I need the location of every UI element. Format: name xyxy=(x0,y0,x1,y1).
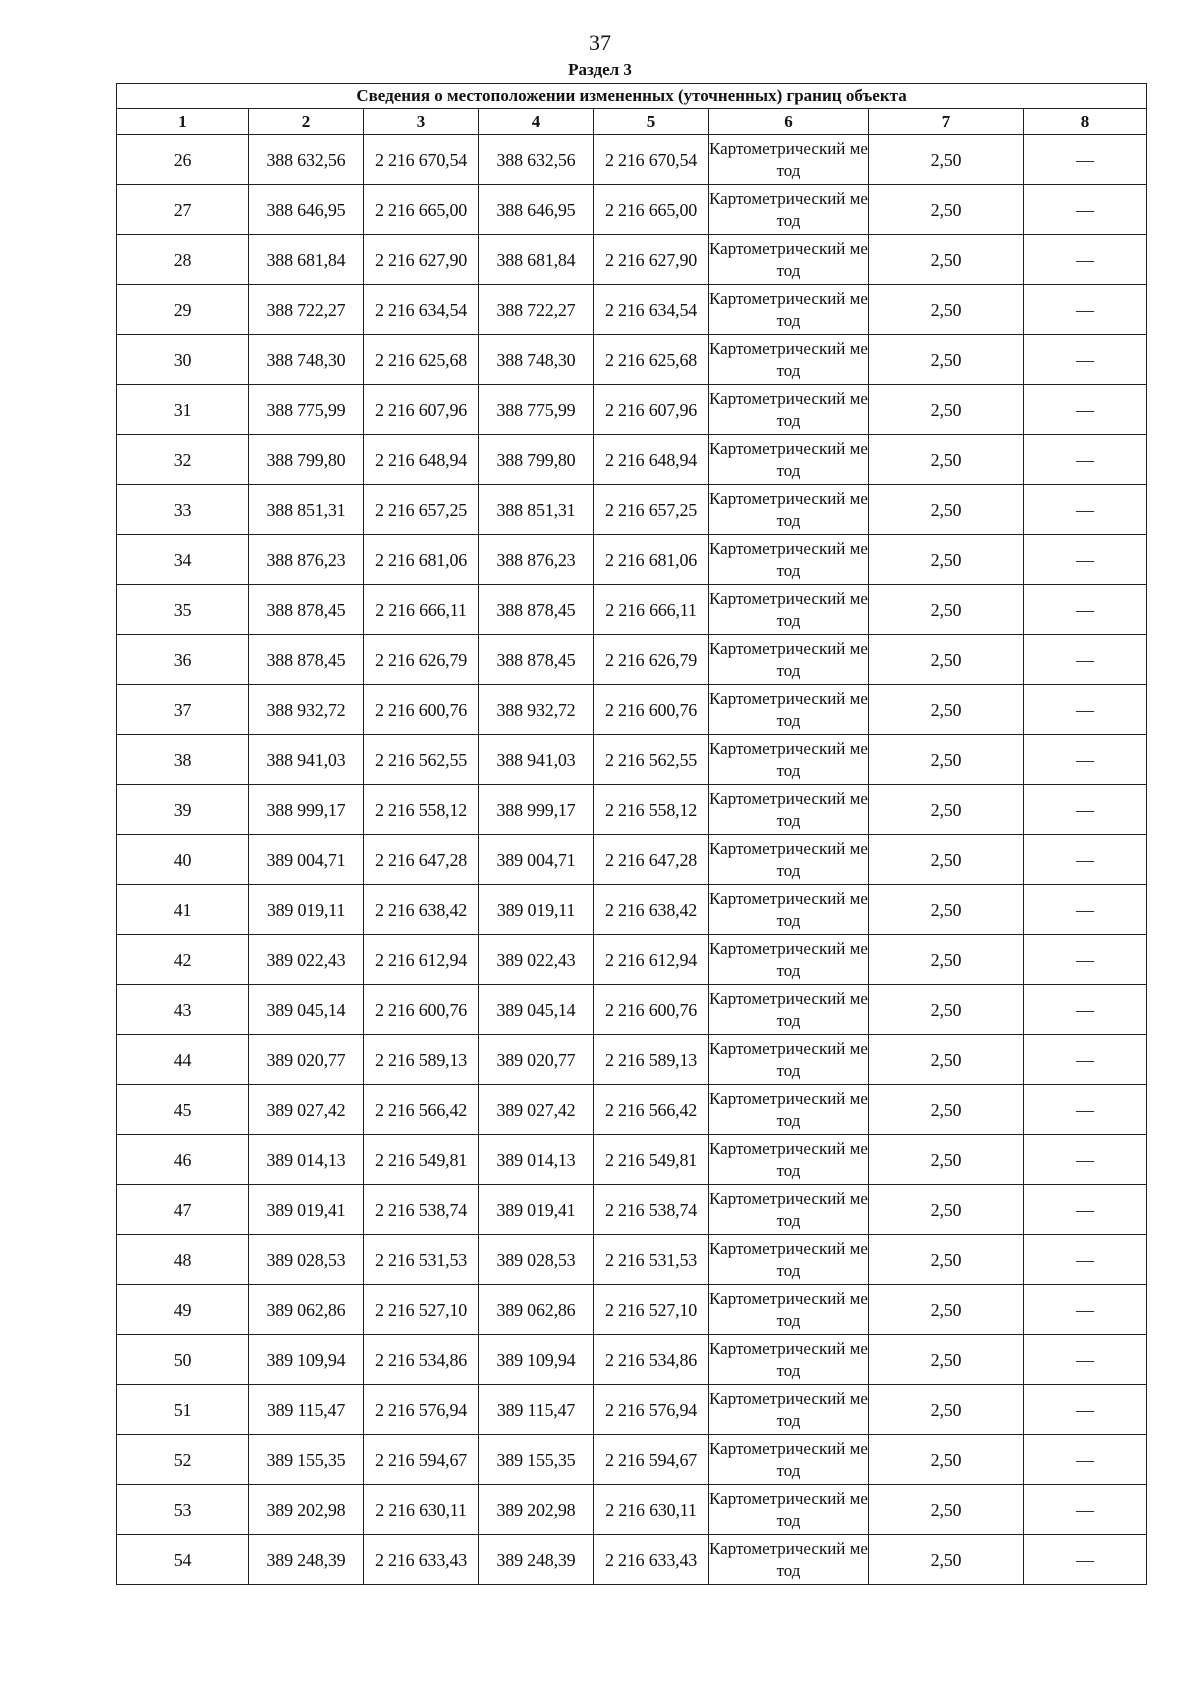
y-old-cell: 2 216 576,94 xyxy=(364,1385,479,1435)
x-new-cell: 388 999,17 xyxy=(479,785,594,835)
y-new-cell: 2 216 576,94 xyxy=(594,1385,709,1435)
y-new-cell: 2 216 625,68 xyxy=(594,335,709,385)
table-row xyxy=(117,985,1147,1035)
point-number-cell: 43 xyxy=(117,985,249,1035)
x-new-cell: 388 799,80 xyxy=(479,435,594,485)
table-body xyxy=(117,135,1147,1585)
x-old-cell: 388 748,30 xyxy=(249,335,364,385)
table-row xyxy=(117,1035,1147,1085)
y-old-cell: 2 216 633,43 xyxy=(364,1535,479,1585)
y-new-cell: 2 216 538,74 xyxy=(594,1185,709,1235)
x-new-cell: 389 022,43 xyxy=(479,935,594,985)
accuracy-cell: 2,50 xyxy=(869,785,1024,835)
y-new-cell: 2 216 527,10 xyxy=(594,1285,709,1335)
method-cell: Картометрический метод xyxy=(709,285,869,335)
x-new-cell: 389 027,42 xyxy=(479,1085,594,1135)
method-cell: Картометрический метод xyxy=(709,1235,869,1285)
column-header: 8 xyxy=(1024,109,1147,135)
column-header: 7 xyxy=(869,109,1024,135)
point-number-cell: 53 xyxy=(117,1485,249,1535)
y-old-cell: 2 216 549,81 xyxy=(364,1135,479,1185)
y-new-cell: 2 216 594,67 xyxy=(594,1435,709,1485)
y-old-cell: 2 216 638,42 xyxy=(364,885,479,935)
method-cell: Картометрический метод xyxy=(709,1185,869,1235)
y-new-cell: 2 216 558,12 xyxy=(594,785,709,835)
point-number-cell: 46 xyxy=(117,1135,249,1185)
x-new-cell: 388 775,99 xyxy=(479,385,594,435)
accuracy-cell: 2,50 xyxy=(869,635,1024,685)
table-row xyxy=(117,1535,1147,1585)
boundary-coordinates-table xyxy=(116,83,1147,1585)
x-old-cell: 389 020,77 xyxy=(249,1035,364,1085)
table-row xyxy=(117,1185,1147,1235)
description-cell: — xyxy=(1024,435,1147,485)
accuracy-cell: 2,50 xyxy=(869,1135,1024,1185)
method-cell: Картометрический метод xyxy=(709,1085,869,1135)
description-cell: — xyxy=(1024,985,1147,1035)
x-new-cell: 388 681,84 xyxy=(479,235,594,285)
point-number-cell: 31 xyxy=(117,385,249,435)
description-cell: — xyxy=(1024,1235,1147,1285)
method-cell: Картометрический метод xyxy=(709,535,869,585)
point-number-cell: 33 xyxy=(117,485,249,535)
x-new-cell: 389 028,53 xyxy=(479,1235,594,1285)
accuracy-cell: 2,50 xyxy=(869,485,1024,535)
x-new-cell: 388 878,45 xyxy=(479,585,594,635)
description-cell: — xyxy=(1024,1135,1147,1185)
table-row xyxy=(117,1435,1147,1485)
x-new-cell: 389 020,77 xyxy=(479,1035,594,1085)
accuracy-cell: 2,50 xyxy=(869,435,1024,485)
y-new-cell: 2 216 589,13 xyxy=(594,1035,709,1085)
description-cell: — xyxy=(1024,885,1147,935)
description-cell: — xyxy=(1024,1185,1147,1235)
description-cell: — xyxy=(1024,735,1147,785)
method-cell: Картометрический метод xyxy=(709,685,869,735)
y-old-cell: 2 216 634,54 xyxy=(364,285,479,335)
method-cell: Картометрический метод xyxy=(709,935,869,985)
method-cell: Картометрический метод xyxy=(709,1035,869,1085)
y-new-cell: 2 216 612,94 xyxy=(594,935,709,985)
x-old-cell: 388 876,23 xyxy=(249,535,364,585)
y-old-cell: 2 216 630,11 xyxy=(364,1485,479,1535)
description-cell: — xyxy=(1024,185,1147,235)
description-cell: — xyxy=(1024,1085,1147,1135)
point-number-cell: 29 xyxy=(117,285,249,335)
table-row xyxy=(117,785,1147,835)
accuracy-cell: 2,50 xyxy=(869,385,1024,435)
table-row xyxy=(117,1085,1147,1135)
column-header: 5 xyxy=(594,109,709,135)
x-old-cell: 389 019,11 xyxy=(249,885,364,935)
accuracy-cell: 2,50 xyxy=(869,335,1024,385)
accuracy-cell: 2,50 xyxy=(869,535,1024,585)
method-cell: Картометрический метод xyxy=(709,585,869,635)
y-old-cell: 2 216 527,10 xyxy=(364,1285,479,1335)
method-cell: Картометрический метод xyxy=(709,1135,869,1185)
description-cell: — xyxy=(1024,285,1147,335)
x-new-cell: 388 646,95 xyxy=(479,185,594,235)
point-number-cell: 52 xyxy=(117,1435,249,1485)
column-header: 2 xyxy=(249,109,364,135)
method-cell: Картометрический метод xyxy=(709,985,869,1035)
table-row xyxy=(117,1385,1147,1435)
y-new-cell: 2 216 633,43 xyxy=(594,1535,709,1585)
point-number-cell: 28 xyxy=(117,235,249,285)
x-new-cell: 388 932,72 xyxy=(479,685,594,735)
x-new-cell: 389 019,11 xyxy=(479,885,594,935)
table-row xyxy=(117,335,1147,385)
y-new-cell: 2 216 600,76 xyxy=(594,985,709,1035)
y-old-cell: 2 216 600,76 xyxy=(364,685,479,735)
y-old-cell: 2 216 666,11 xyxy=(364,585,479,635)
y-new-cell: 2 216 626,79 xyxy=(594,635,709,685)
description-cell: — xyxy=(1024,1435,1147,1485)
method-cell: Картометрический метод xyxy=(709,185,869,235)
x-new-cell: 388 748,30 xyxy=(479,335,594,385)
accuracy-cell: 2,50 xyxy=(869,1335,1024,1385)
method-cell: Картометрический метод xyxy=(709,1335,869,1385)
x-new-cell: 388 851,31 xyxy=(479,485,594,535)
table-row xyxy=(117,685,1147,735)
point-number-cell: 51 xyxy=(117,1385,249,1435)
description-cell: — xyxy=(1024,1035,1147,1085)
point-number-cell: 32 xyxy=(117,435,249,485)
table-row xyxy=(117,935,1147,985)
table-row xyxy=(117,585,1147,635)
table-row xyxy=(117,735,1147,785)
point-number-cell: 45 xyxy=(117,1085,249,1135)
y-old-cell: 2 216 607,96 xyxy=(364,385,479,435)
description-cell: — xyxy=(1024,235,1147,285)
y-old-cell: 2 216 531,53 xyxy=(364,1235,479,1285)
description-cell: — xyxy=(1024,1535,1147,1585)
y-new-cell: 2 216 531,53 xyxy=(594,1235,709,1285)
table-row xyxy=(117,185,1147,235)
x-new-cell: 389 115,47 xyxy=(479,1385,594,1435)
table-row xyxy=(117,835,1147,885)
x-new-cell: 388 876,23 xyxy=(479,535,594,585)
y-new-cell: 2 216 627,90 xyxy=(594,235,709,285)
y-new-cell: 2 216 634,54 xyxy=(594,285,709,335)
table-row xyxy=(117,1235,1147,1285)
y-old-cell: 2 216 558,12 xyxy=(364,785,479,835)
point-number-cell: 30 xyxy=(117,335,249,385)
x-new-cell: 389 004,71 xyxy=(479,835,594,885)
y-old-cell: 2 216 612,94 xyxy=(364,935,479,985)
y-old-cell: 2 216 625,68 xyxy=(364,335,479,385)
method-cell: Картометрический метод xyxy=(709,1485,869,1535)
column-header: 6 xyxy=(709,109,869,135)
y-new-cell: 2 216 549,81 xyxy=(594,1135,709,1185)
y-old-cell: 2 216 681,06 xyxy=(364,535,479,585)
table-row xyxy=(117,485,1147,535)
y-old-cell: 2 216 600,76 xyxy=(364,985,479,1035)
method-cell: Картометрический метод xyxy=(709,735,869,785)
x-new-cell: 388 632,56 xyxy=(479,135,594,185)
point-number-cell: 41 xyxy=(117,885,249,935)
x-old-cell: 389 028,53 xyxy=(249,1235,364,1285)
x-old-cell: 389 019,41 xyxy=(249,1185,364,1235)
accuracy-cell: 2,50 xyxy=(869,1485,1024,1535)
y-new-cell: 2 216 607,96 xyxy=(594,385,709,435)
y-old-cell: 2 216 627,90 xyxy=(364,235,479,285)
y-old-cell: 2 216 647,28 xyxy=(364,835,479,885)
x-old-cell: 388 775,99 xyxy=(249,385,364,435)
y-old-cell: 2 216 657,25 xyxy=(364,485,479,535)
description-cell: — xyxy=(1024,1285,1147,1335)
accuracy-cell: 2,50 xyxy=(869,885,1024,935)
y-old-cell: 2 216 670,54 xyxy=(364,135,479,185)
method-cell: Картометрический метод xyxy=(709,235,869,285)
x-old-cell: 388 878,45 xyxy=(249,585,364,635)
x-new-cell: 388 941,03 xyxy=(479,735,594,785)
accuracy-cell: 2,50 xyxy=(869,585,1024,635)
method-cell: Картометрический метод xyxy=(709,385,869,435)
table-row xyxy=(117,535,1147,585)
y-old-cell: 2 216 589,13 xyxy=(364,1035,479,1085)
accuracy-cell: 2,50 xyxy=(869,685,1024,735)
x-old-cell: 388 646,95 xyxy=(249,185,364,235)
method-cell: Картометрический метод xyxy=(709,635,869,685)
table-caption: Сведения о местоположении измененных (уточненных) границ объекта xyxy=(117,84,1147,109)
description-cell: — xyxy=(1024,685,1147,735)
x-old-cell: 388 632,56 xyxy=(249,135,364,185)
table-caption-row xyxy=(117,84,1147,109)
y-new-cell: 2 216 657,25 xyxy=(594,485,709,535)
point-number-cell: 35 xyxy=(117,585,249,635)
column-header: 4 xyxy=(479,109,594,135)
method-cell: Картометрический метод xyxy=(709,1535,869,1585)
y-new-cell: 2 216 638,42 xyxy=(594,885,709,935)
table-row xyxy=(117,135,1147,185)
description-cell: — xyxy=(1024,1385,1147,1435)
description-cell: — xyxy=(1024,835,1147,885)
accuracy-cell: 2,50 xyxy=(869,1435,1024,1485)
x-old-cell: 388 851,31 xyxy=(249,485,364,535)
description-cell: — xyxy=(1024,585,1147,635)
x-old-cell: 388 878,45 xyxy=(249,635,364,685)
x-old-cell: 388 932,72 xyxy=(249,685,364,735)
method-cell: Картометрический метод xyxy=(709,835,869,885)
y-new-cell: 2 216 600,76 xyxy=(594,685,709,735)
accuracy-cell: 2,50 xyxy=(869,1085,1024,1135)
x-old-cell: 389 109,94 xyxy=(249,1335,364,1385)
y-old-cell: 2 216 562,55 xyxy=(364,735,479,785)
description-cell: — xyxy=(1024,1485,1147,1535)
point-number-cell: 27 xyxy=(117,185,249,235)
point-number-cell: 49 xyxy=(117,1285,249,1335)
accuracy-cell: 2,50 xyxy=(869,1185,1024,1235)
table-row xyxy=(117,885,1147,935)
x-old-cell: 389 062,86 xyxy=(249,1285,364,1335)
description-cell: — xyxy=(1024,485,1147,535)
page-number: 37 xyxy=(589,30,611,55)
method-cell: Картометрический метод xyxy=(709,1385,869,1435)
x-new-cell: 389 202,98 xyxy=(479,1485,594,1535)
x-old-cell: 389 202,98 xyxy=(249,1485,364,1535)
x-new-cell: 389 062,86 xyxy=(479,1285,594,1335)
method-cell: Картометрический метод xyxy=(709,1285,869,1335)
method-cell: Картометрический метод xyxy=(709,335,869,385)
point-number-cell: 38 xyxy=(117,735,249,785)
method-cell: Картометрический метод xyxy=(709,485,869,535)
x-old-cell: 389 004,71 xyxy=(249,835,364,885)
x-new-cell: 389 155,35 xyxy=(479,1435,594,1485)
x-new-cell: 389 019,41 xyxy=(479,1185,594,1235)
point-number-cell: 34 xyxy=(117,535,249,585)
accuracy-cell: 2,50 xyxy=(869,1235,1024,1285)
x-old-cell: 389 155,35 xyxy=(249,1435,364,1485)
y-new-cell: 2 216 647,28 xyxy=(594,835,709,885)
column-header-row xyxy=(117,109,1147,135)
table-row xyxy=(117,1285,1147,1335)
y-new-cell: 2 216 630,11 xyxy=(594,1485,709,1535)
table-row xyxy=(117,1135,1147,1185)
y-old-cell: 2 216 534,86 xyxy=(364,1335,479,1385)
y-new-cell: 2 216 666,11 xyxy=(594,585,709,635)
point-number-cell: 48 xyxy=(117,1235,249,1285)
accuracy-cell: 2,50 xyxy=(869,1385,1024,1435)
x-old-cell: 389 115,47 xyxy=(249,1385,364,1435)
y-new-cell: 2 216 566,42 xyxy=(594,1085,709,1135)
point-number-cell: 37 xyxy=(117,685,249,735)
y-new-cell: 2 216 670,54 xyxy=(594,135,709,185)
accuracy-cell: 2,50 xyxy=(869,1035,1024,1085)
y-new-cell: 2 216 562,55 xyxy=(594,735,709,785)
table-row xyxy=(117,235,1147,285)
description-cell: — xyxy=(1024,385,1147,435)
accuracy-cell: 2,50 xyxy=(869,1535,1024,1585)
y-old-cell: 2 216 648,94 xyxy=(364,435,479,485)
description-cell: — xyxy=(1024,635,1147,685)
description-cell: — xyxy=(1024,135,1147,185)
y-old-cell: 2 216 665,00 xyxy=(364,185,479,235)
point-number-cell: 40 xyxy=(117,835,249,885)
section-title: Раздел 3 xyxy=(568,60,632,79)
y-new-cell: 2 216 681,06 xyxy=(594,535,709,585)
x-old-cell: 388 799,80 xyxy=(249,435,364,485)
x-new-cell: 388 722,27 xyxy=(479,285,594,335)
table-row xyxy=(117,385,1147,435)
point-number-cell: 36 xyxy=(117,635,249,685)
method-cell: Картометрический метод xyxy=(709,785,869,835)
x-new-cell: 388 878,45 xyxy=(479,635,594,685)
table-row xyxy=(117,1335,1147,1385)
accuracy-cell: 2,50 xyxy=(869,185,1024,235)
table-row xyxy=(117,1485,1147,1535)
table-row xyxy=(117,285,1147,335)
point-number-cell: 44 xyxy=(117,1035,249,1085)
point-number-cell: 54 xyxy=(117,1535,249,1585)
accuracy-cell: 2,50 xyxy=(869,135,1024,185)
point-number-cell: 42 xyxy=(117,935,249,985)
x-old-cell: 388 722,27 xyxy=(249,285,364,335)
point-number-cell: 39 xyxy=(117,785,249,835)
method-cell: Картометрический метод xyxy=(709,435,869,485)
x-old-cell: 389 045,14 xyxy=(249,985,364,1035)
y-old-cell: 2 216 538,74 xyxy=(364,1185,479,1235)
description-cell: — xyxy=(1024,535,1147,585)
accuracy-cell: 2,50 xyxy=(869,735,1024,785)
point-number-cell: 26 xyxy=(117,135,249,185)
accuracy-cell: 2,50 xyxy=(869,985,1024,1035)
accuracy-cell: 2,50 xyxy=(869,1285,1024,1335)
accuracy-cell: 2,50 xyxy=(869,935,1024,985)
y-old-cell: 2 216 594,67 xyxy=(364,1435,479,1485)
y-new-cell: 2 216 648,94 xyxy=(594,435,709,485)
x-new-cell: 389 045,14 xyxy=(479,985,594,1035)
description-cell: — xyxy=(1024,1335,1147,1385)
column-header: 1 xyxy=(117,109,249,135)
x-old-cell: 388 999,17 xyxy=(249,785,364,835)
method-cell: Картометрический метод xyxy=(709,135,869,185)
column-header: 3 xyxy=(364,109,479,135)
x-old-cell: 389 022,43 xyxy=(249,935,364,985)
x-old-cell: 388 941,03 xyxy=(249,735,364,785)
x-old-cell: 388 681,84 xyxy=(249,235,364,285)
table-row xyxy=(117,435,1147,485)
point-number-cell: 50 xyxy=(117,1335,249,1385)
y-old-cell: 2 216 566,42 xyxy=(364,1085,479,1135)
description-cell: — xyxy=(1024,785,1147,835)
point-number-cell: 47 xyxy=(117,1185,249,1235)
description-cell: — xyxy=(1024,335,1147,385)
y-new-cell: 2 216 534,86 xyxy=(594,1335,709,1385)
method-cell: Картометрический метод xyxy=(709,1435,869,1485)
y-old-cell: 2 216 626,79 xyxy=(364,635,479,685)
description-cell: — xyxy=(1024,935,1147,985)
x-new-cell: 389 109,94 xyxy=(479,1335,594,1385)
x-old-cell: 389 027,42 xyxy=(249,1085,364,1135)
x-new-cell: 389 248,39 xyxy=(479,1535,594,1585)
method-cell: Картометрический метод xyxy=(709,885,869,935)
y-new-cell: 2 216 665,00 xyxy=(594,185,709,235)
accuracy-cell: 2,50 xyxy=(869,235,1024,285)
accuracy-cell: 2,50 xyxy=(869,285,1024,335)
x-old-cell: 389 014,13 xyxy=(249,1135,364,1185)
x-new-cell: 389 014,13 xyxy=(479,1135,594,1185)
table-row xyxy=(117,635,1147,685)
accuracy-cell: 2,50 xyxy=(869,835,1024,885)
x-old-cell: 389 248,39 xyxy=(249,1535,364,1585)
